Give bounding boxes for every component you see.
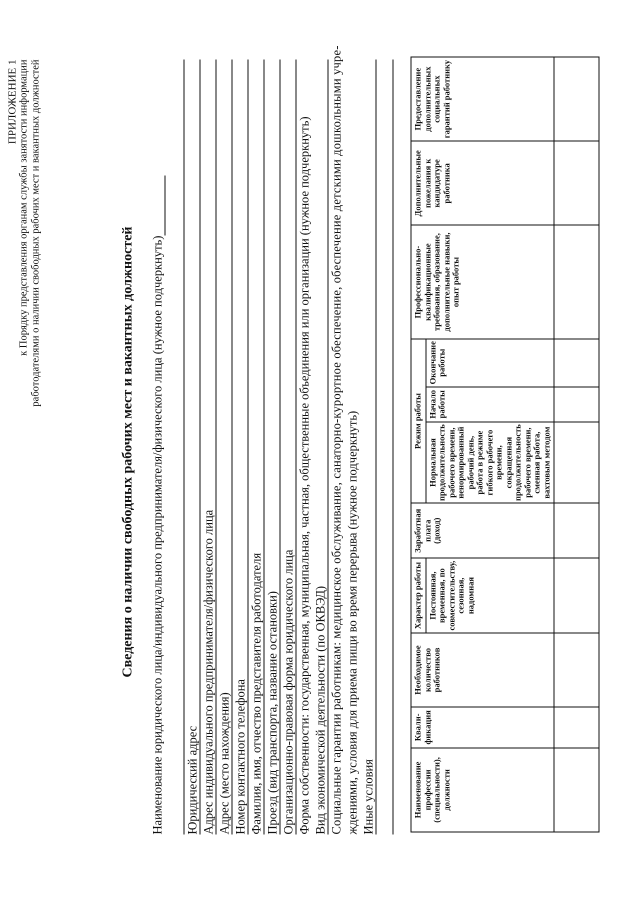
table-cell[interactable] bbox=[554, 748, 599, 832]
form-line-name: Наименование юридического лица/индивидуального предпринимателя/физического лица (нужное подчеркнуть) bbox=[151, 60, 166, 835]
blank-rule bbox=[200, 60, 201, 835]
table-cell[interactable] bbox=[554, 633, 599, 707]
col-requirements: Профессионально-квалификационные требования, образование, дополнительные навыки, опыт работы bbox=[411, 225, 554, 338]
blank-rule bbox=[216, 60, 217, 835]
form-line-other: Иные условия bbox=[361, 759, 376, 835]
blank-rule bbox=[232, 60, 233, 835]
rotated-form-sheet bbox=[1, 0, 640, 905]
table-cell[interactable] bbox=[554, 707, 599, 748]
form-line-legal-address: Юридический адрес bbox=[185, 725, 200, 835]
table-cell[interactable] bbox=[554, 339, 599, 387]
table-cell[interactable] bbox=[554, 141, 599, 225]
col-regime: Режим работы bbox=[411, 339, 426, 504]
regime-end: Окончание работы bbox=[426, 339, 555, 387]
form-line-ip-address: Адрес индивидуального предпринимателя/физического лица bbox=[201, 509, 216, 835]
header-line-1: к Порядку представления органам службы занятости информации bbox=[18, 59, 30, 356]
blank-rule bbox=[184, 60, 185, 835]
character-options: Постоянная, временная, по совместительству, сезонная, надомная bbox=[426, 558, 555, 633]
appendix-label: ПРИЛОЖЕНИЕ 1 bbox=[6, 59, 19, 145]
table-cell[interactable] bbox=[554, 503, 599, 558]
form-title: Сведения о наличии свободных рабочих мест и вакантных должностей bbox=[120, 226, 136, 678]
table-cell[interactable] bbox=[554, 387, 599, 422]
form-line-okved: Вид экономической деятельности (по ОКВЭД) bbox=[313, 585, 328, 835]
table-header-row bbox=[411, 57, 426, 832]
blank-rule bbox=[393, 60, 394, 835]
blank-rule bbox=[296, 60, 297, 835]
table-cell[interactable] bbox=[554, 558, 599, 633]
vacancy-table bbox=[411, 57, 600, 833]
col-character: Характер работы bbox=[411, 558, 426, 633]
col-extra-guarantees: Предоставление дополнительных социальных гарантий работнику bbox=[411, 57, 554, 141]
header-line-2: работодателями о наличии свободных рабочих мест и вакантных должностей bbox=[30, 59, 42, 407]
form-line-social-guarantees-cont: ждениями, условия для приема пищи во время перерыва (нужное подчеркнуть) bbox=[345, 410, 360, 835]
regime-options: Нормальная продолжительность рабочего времени, ненормированный рабочий день, работа в режиме гибкого рабочего времени, сокращенная продолжительность рабочего времени, сменная работа, вахтовым методом bbox=[426, 422, 555, 504]
col-salary: Заработная плата (доход) bbox=[411, 503, 554, 558]
blank-rule bbox=[376, 60, 377, 835]
col-count: Необходимое количество работников bbox=[411, 633, 554, 707]
table-cell[interactable] bbox=[554, 57, 599, 141]
form-line-transport: Проезд (вид транспорта, название остановки) bbox=[265, 591, 280, 835]
document-header bbox=[7, 60, 43, 407]
blank-rule bbox=[328, 60, 329, 835]
col-profession: Наименование профессии (специальности), должности bbox=[411, 748, 554, 832]
form-line-social-guarantees: Социальные гарантии работникам: медицинское обслуживание, санаторно-курортное обеспечение, обеспечение детскими дошкольными учре- bbox=[329, 45, 344, 835]
blank-rule bbox=[280, 60, 281, 835]
blank-rule bbox=[248, 60, 249, 835]
col-qualification: Квали-фикация bbox=[411, 707, 554, 748]
form-line-representative: Фамилия, имя, отчество представителя работодателя bbox=[249, 552, 264, 835]
form-line-phone: Номер контактного телефона bbox=[233, 679, 248, 835]
table-row bbox=[554, 57, 599, 832]
form-line-ownership: Форма собственности: государственная, муниципальная, частная, общественные объединения или организации (нужное подчеркнуть) bbox=[297, 116, 312, 835]
table-cell[interactable] bbox=[554, 225, 599, 338]
blank-rule bbox=[264, 60, 265, 835]
col-wishes: Дополнительные пожелания к кандидатуре работника bbox=[411, 141, 554, 225]
regime-start: Начало работы bbox=[426, 387, 555, 422]
form-line-location: Адрес (место нахождения) bbox=[217, 692, 232, 835]
form-line-legal-form: Организационно-правовая форма юридического лица bbox=[281, 549, 296, 835]
table-cell[interactable] bbox=[554, 422, 599, 504]
